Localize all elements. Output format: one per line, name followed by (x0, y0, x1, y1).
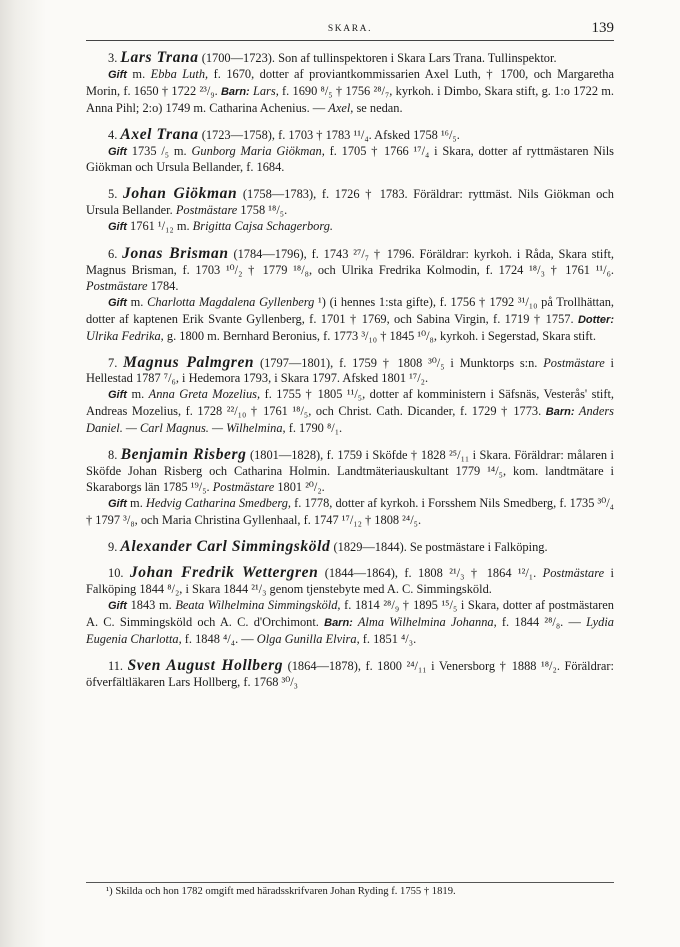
gift-lead: m. (126, 387, 149, 402)
gift-label: Gift (108, 145, 127, 158)
page-body (86, 50, 614, 701)
spouse-name: Hedvig Catharina Smedberg, (145, 495, 292, 510)
spouse-name: Brigitta Cajsa Schagerborg. (192, 219, 333, 234)
child-name: Lars, (249, 83, 279, 98)
children-label: Dotter: (577, 313, 614, 326)
children-label: Barn: (220, 85, 250, 98)
scan-edge-shadow (0, 0, 46, 947)
gift-label: Gift (108, 389, 127, 402)
children-text: f. 1690 ⁸/₅ † 1756 ²⁸/₇, kyrkoh. i Dimbo, Skara stift, g. 1:o 1722 m. Anna Pihl; 2:o) 1749 m. Catharina Achenius. — (86, 83, 614, 115)
gift-text: f. 1814 ²⁸/₉ † 1895 ¹⁵/₅ i Skara, dotter af postmästaren A. C. Simmingsköld och A. C. d'Orchimont. (86, 598, 614, 630)
entry-intro-text: (1797—1801), f. 1759 † 1808 ³⁰/₅ i Munktorps s:n. (254, 355, 544, 370)
entry-marriage (86, 67, 614, 117)
gift-label: Gift (108, 68, 127, 81)
entry-intro (86, 246, 614, 295)
gift-lead: 1761 ¹/₁₂ m. (126, 219, 193, 234)
entry-8 (86, 447, 614, 529)
gift-text: f. 1705 † 1766 ¹⁷/₄ i Skara, dotter af ryttmästaren Nils Giökman och Ursula Bellander, f. 1684. (86, 143, 615, 175)
gift-label: Gift (108, 296, 127, 309)
child-name: Axel, (328, 100, 354, 115)
child-name: Alma Wilhelmina Johanna, (352, 615, 497, 630)
entry-9 (86, 539, 614, 556)
entry-3 (86, 50, 614, 117)
gift-text: f. 1778, dotter af kyrkoh. i Forsshem Nils Smedberg, f. 1735 ³⁰/₄ † 1797 ³/₈, och Maria Christina Gyllenhaal, f. 1747 ¹⁷/₁₂ † 1808 ²⁴/₅. (86, 495, 614, 527)
child-name: Anders Daniel. — Carl Magnus. — Wilhelmina, (86, 404, 614, 436)
entry-intro-text: (1700—1723). Son af tullinspektoren i Skara Lars Trana. Tullinspektor. (198, 51, 557, 65)
person-name: Johan Fredrik Wettergren (129, 564, 319, 582)
children-text: f. 1851 ⁴/₃. (359, 632, 417, 647)
entry-intro-text: (1758—1783), f. 1726 † 1783. Föräldrar: ryttmäst. Nils Giökman och Ursula Bellander. (86, 187, 614, 218)
entry-4 (86, 127, 614, 177)
entry-marriage (86, 598, 614, 648)
running-title: SKARA. (327, 24, 373, 34)
spouse-name: Charlotta Magdalena Gyllenberg (147, 294, 315, 309)
entry-intro (86, 539, 614, 556)
entry-11 (86, 658, 614, 691)
gift-lead: m. (126, 66, 151, 81)
child-name: Lydia Eugenia Charlotta, (86, 615, 614, 647)
office-title: Postmästare (175, 203, 238, 218)
entry-number: 10. (108, 566, 124, 581)
entry-5 (86, 186, 614, 236)
entry-intro (86, 186, 614, 219)
entry-number: 3. (108, 51, 118, 65)
gift-lead: 1735 /₅ m. (126, 143, 192, 158)
person-name: Magnus Palmgren (123, 353, 255, 371)
entry-intro-text: (1844—1864), f. 1808 ²¹/₃ † 1864 ¹²/₁. (318, 566, 543, 581)
person-name: Jonas Brisman (122, 245, 229, 263)
entry-intro-tail: i Falköping 1844 ⁸/₂, i Skara 1844 ²¹/₃ genom tjenstebyte med A. C. Simmingsköld. (86, 566, 614, 597)
entry-number: 4. (108, 127, 118, 142)
entry-number: 6. (108, 247, 118, 262)
entry-marriage (86, 295, 614, 345)
footnote-text: ¹) Skilda och hon 1782 omgift med häradsskrifvaren Johan Ryding f. 1755 † 1819. (106, 886, 456, 897)
gift-label: Gift (108, 600, 127, 613)
gift-label: Gift (108, 497, 127, 510)
office-title: Postmästare (212, 479, 275, 494)
children-text: f. 1790 ⁸/₁. (285, 421, 343, 436)
entry-number: 11. (108, 659, 124, 673)
entry-marriage (86, 219, 614, 236)
office-title: Postmästare (542, 566, 605, 581)
spouse-name: Ebba Luth, (150, 66, 209, 81)
entry-marriage (86, 387, 614, 437)
office-title: Postmästare (543, 355, 605, 370)
person-name: Axel Trana (120, 125, 199, 143)
footnote (86, 882, 614, 898)
children-label: Barn: (324, 617, 353, 630)
person-name: Benjamin Risberg (120, 446, 247, 464)
person-name: Alexander Carl Simmingsköld (120, 537, 331, 555)
entry-intro-text: (1829—1844). Se postmästare i Falköping. (330, 539, 548, 554)
child-name: Olga Gunilla Elvira, (256, 632, 360, 647)
entry-intro-text: (1864—1878), f. 1800 ²⁴/₁₁ i Venersborg † 1888 ¹⁸/₂. Föräldrar: öfverfältläkaren Lars Hollberg, f. 1768 ³⁰/₃ (86, 659, 614, 689)
children-text: se nedan. (353, 100, 403, 115)
person-name: Sven August Hollberg (127, 657, 284, 674)
person-name: Johan Giökman (123, 185, 238, 203)
entry-intro (86, 355, 614, 388)
entry-intro-tail: 1784. (147, 278, 179, 293)
entry-intro-text: (1723—1758), f. 1703 † 1783 ¹¹/₄. Afsked 1758 ¹⁶/₅. (198, 127, 460, 142)
entry-number: 5. (108, 187, 118, 202)
spouse-name: Beata Wilhelmina Simmingsköld, (175, 598, 341, 613)
gift-lead: m. (126, 495, 146, 510)
entry-intro-tail: 1758 ¹⁸/₅. (237, 203, 288, 218)
gift-label: Gift (108, 221, 127, 234)
gift-lead: 1843 m. (126, 598, 176, 613)
entry-marriage (86, 496, 614, 529)
entry-intro (86, 658, 614, 691)
entry-intro (86, 50, 614, 67)
page-header (86, 22, 614, 41)
gift-lead: m. (126, 294, 148, 309)
entry-intro (86, 447, 614, 496)
entry-number: 8. (108, 448, 118, 463)
spouse-name: Anna Greta Mozelius, (148, 387, 261, 402)
gift-text: f. 1755 † 1805 ¹¹/₅, dotter af komministern i Säfsnäs, Vesterås' stift, Andreas Mozelius, f. 1728 ²²/₁₀ † 1761 ¹⁸/₅, och Christ. Cath. Dicander, f. 1729 † 1773. (86, 387, 615, 419)
entry-number: 9. (108, 539, 118, 554)
entry-intro (86, 127, 614, 144)
office-title: Postmästare (86, 278, 148, 293)
entry-intro-text: (1784—1796), f. 1743 ²⁷/₇ † 1796. Föräldrar: kyrkoh. i Råda, Skara stift, Magnus Brisman, f. 1703 ¹⁰/₂ † 1779 ¹⁸/₈, och Ulrika Fredrika Kolmodin, f. 1724 ¹⁸/₃ † 1761 ¹¹/₆. (86, 247, 614, 277)
children-text: f. 1844 ²⁸/₈. — (496, 615, 587, 630)
gift-text: ¹) (i hennes 1:sta gifte), f. 1756 † 1792 ³¹/₁₀ på Trollhättan, dotter af kaptenen Erik Svante Gyllenberg, f. 1701 † 1769, och Sabina Virgin, f. 1719 † 1757. (86, 294, 615, 326)
gift-text: f. 1670, dotter af proviantkommissarien Axel Luth, † 1700, och Margaretha Morin, f. 1650 † 1722 ²³/₉. (86, 66, 614, 98)
entry-10 (86, 565, 614, 648)
entry-intro-tail: i Hellestad 1787 ⁷/₆, i Hedemora 1793, i Skara 1797. Afsked 1801 ¹⁷/₂. (86, 355, 615, 386)
entry-number: 7. (108, 355, 118, 370)
page-number: 139 (591, 20, 614, 36)
children-label: Barn: (545, 406, 575, 419)
children-text: f. 1848 ⁴/₄. — (181, 632, 257, 647)
entry-intro (86, 565, 614, 598)
entry-marriage (86, 144, 614, 177)
spouse-name: Gunborg Maria Giökman, (191, 143, 325, 158)
entry-6 (86, 246, 614, 344)
child-name: Ulrika Fedrika, (86, 328, 164, 343)
person-name: Lars Trana (120, 49, 199, 66)
children-text: g. 1800 m. Bernhard Beronius, f. 1773 ³/₁₀ † 1845 ¹⁰/₈, kyrkoh. i Segerstad, Skara stift. (163, 328, 596, 343)
entry-7 (86, 355, 614, 438)
entry-intro-tail: 1801 ²⁰/₂. (274, 479, 325, 494)
entry-intro-text: (1801—1828), f. 1759 i Sköfde † 1828 ²⁵/₁₁ i Skara. Föräldrar: målaren i Sköfde Johan Risberg och Catharina Holmin. Landtmäteriauskultant 1779 ¹⁴/₅, kom. landtmätare i Skaraborgs län 1785 ¹⁹/₅. (86, 448, 614, 494)
